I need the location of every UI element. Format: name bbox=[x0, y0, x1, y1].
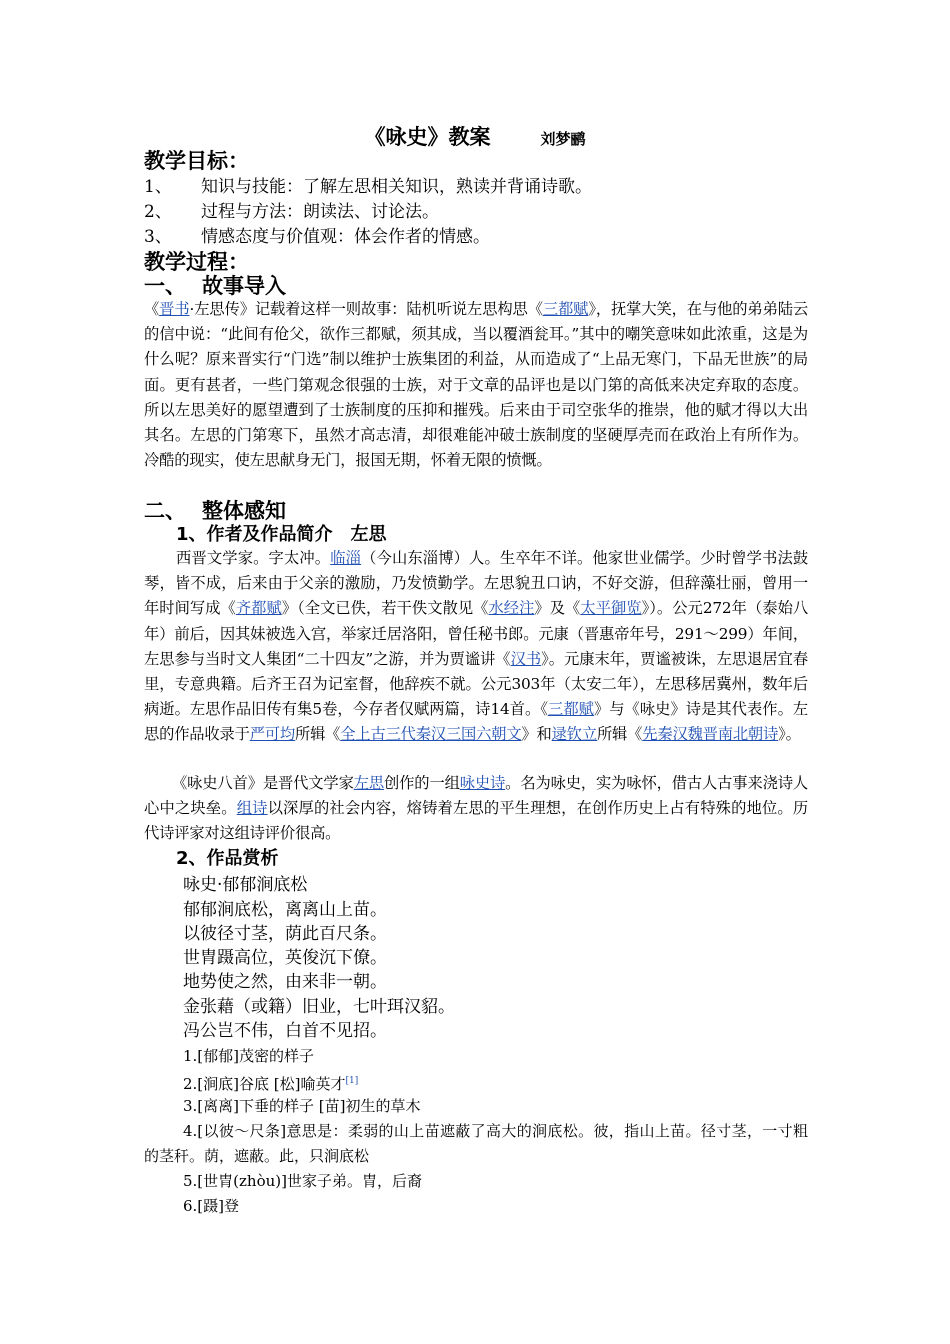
link-jinshu[interactable]: 晋书 bbox=[159, 300, 190, 318]
link-hanshu[interactable]: 汉书 bbox=[510, 649, 542, 668]
link-luqinli[interactable]: 逯钦立 bbox=[551, 725, 597, 744]
poem-line: 地势使之然，由来非一朝。 bbox=[183, 972, 387, 992]
poem-set-intro-paragraph: 《咏史八首》是晋代文学家左思创作的一组咏史诗。名为咏史，实为咏怀，借古人古事来浇诗人心中之块垒。组诗以深厚的社会内容，熔铸着左思的平生理想，在创作历史上占有特殊的地位。历代诗评家对这组诗评价很高。 bbox=[144, 774, 808, 843]
annotation-item: 6.[蹑]登 bbox=[183, 1197, 240, 1215]
section-heading-story: 一、 故事导入 bbox=[144, 274, 286, 298]
objectives-heading: 教学目标： bbox=[144, 149, 249, 173]
link-qidufu[interactable]: 齐都赋 bbox=[235, 599, 282, 618]
objective-item: 2、 过程与方法：朗读法、讨论法。 bbox=[144, 202, 439, 222]
link-shuijingzhu[interactable]: 水经注 bbox=[488, 599, 535, 618]
annotation-item: 2.[涧底]谷底 [松]喻英才[1] bbox=[183, 1075, 359, 1093]
process-heading: 教学过程： bbox=[144, 250, 249, 274]
link-xianqin-shi[interactable]: 先秦汉魏晋南北朝诗 bbox=[642, 725, 779, 744]
link-zuosi[interactable]: 左思 bbox=[353, 774, 385, 792]
link-sandufu-2[interactable]: 三都赋 bbox=[548, 700, 594, 719]
poem-line: 郁郁涧底松，离离山上苗。 bbox=[183, 900, 387, 920]
link-yankejun[interactable]: 严可均 bbox=[249, 725, 295, 744]
annotation-item: 5.[世胄(zhòu)]世家子弟。胄，后裔 bbox=[183, 1172, 422, 1190]
author-bio-paragraph: 西晋文学家。字太冲。临淄（今山东淄博）人。生卒年不详。他家世业儒学。少时曾学书法鼓琴，皆不成，后来由于父亲的激励，乃发愤勤学。左思貌丑口讷，不好交游，但辞藻壮丽，曾用一年时间写成《齐都赋》（全文已佚，若干佚文散见《水经注》及《太平御览》）。公元272年（泰始八年）前后，因其妹被选入宫，举家迁居洛阳，曾任秘书郎。元康（晋惠帝年号，291～299）年间，左思参与当时文人集团“二十四友”之游，并为贾谧讲《汉书》。元康末年，贾谧被诛，左思退居宜春里，专意典籍。后齐王召为记室督，他辞疾不就。公元303年（太安二年），左思移居冀州，数年后病逝。左思作品旧传有集5卷，今存者仅赋两篇，诗14首。《三都赋》与《咏史》诗是其代表作。左思的作品收录于严可均所辑《全上古三代秦汉三国六朝文》和逯钦立所辑《先秦汉魏晋南北朝诗》。 bbox=[144, 549, 809, 744]
link-zushi[interactable]: 组诗 bbox=[236, 799, 268, 818]
footnote-ref[interactable]: [1] bbox=[345, 1076, 359, 1086]
story-paragraph: 《晋书·左思传》记载着这样一则故事：陆机听说左思构思《三都赋》，抚掌大笑，在与他的弟弟陆云的信中说：“此间有伧父，欲作三都赋，须其成，当以覆酒瓮耳。”其中的嘲笑意味如此浓重，这是为什么呢？原来晋实行“门选”制以维护士族集团的利益，从而造成了“上品无寒门，下品无世族”的局面。更有甚者，一些门第观念很强的士族，对于文章的品评也是以门第的高低来决定弃取的态度。所以左思美好的愿望遭到了士族制度的压抑和摧残。后来由于司空张华的推崇，他的赋才得以大出其名。左思的门第寒下，虽然才高志清，却很难能冲破士族制度的坚硬厚壳而在政治上有所作为。冷酷的现实，使左思献身无门，报国无期，怀着无限的愤慨。 bbox=[144, 300, 808, 470]
poem-line: 金张藉（或籍）旧业，七叶珥汉貂。 bbox=[183, 997, 455, 1017]
subsection-author-intro: 1、作者及作品简介 左思 bbox=[176, 524, 387, 545]
link-linzi[interactable]: 临淄 bbox=[330, 549, 362, 567]
poem-line: 世胄蹑高位，英俊沉下僚。 bbox=[183, 948, 387, 968]
annotation-item: 3.[离离]下垂的样子 [苗]初生的草木 bbox=[183, 1097, 421, 1115]
objective-item: 3、 情感态度与价值观：体会作者的情感。 bbox=[144, 227, 490, 247]
subsection-appreciation: 2、作品赏析 bbox=[176, 848, 279, 869]
annotation-item: 4.[以彼～尺条]意思是：柔弱的山上苗遮蔽了高大的涧底松。彼，指山上苗。径寸茎，一寸粗的茎秆。荫，遮蔽。此，只涧底松 bbox=[144, 1122, 808, 1165]
link-yongshishi[interactable]: 咏史诗 bbox=[459, 774, 506, 792]
link-taipingyulan[interactable]: 太平御览 bbox=[580, 599, 642, 618]
section-heading-overview: 二、 整体感知 bbox=[144, 499, 286, 523]
poem-title: 咏史·郁郁涧底松 bbox=[183, 875, 308, 895]
title-text: 《咏史》教案 bbox=[364, 125, 491, 149]
poem-line: 冯公岂不伟，白首不见招。 bbox=[183, 1021, 387, 1041]
document-title bbox=[0, 122, 950, 154]
link-sandufu[interactable]: 三都赋 bbox=[542, 300, 589, 318]
author-name: 刘梦鹂 bbox=[540, 130, 586, 148]
link-quanshanggu[interactable]: 全上古三代秦汉三国六朝文 bbox=[340, 725, 522, 744]
objective-item: 1、 知识与技能：了解左思相关知识，熟读并背诵诗歌。 bbox=[144, 177, 592, 197]
annotation-item: 1.[郁郁]茂密的样子 bbox=[183, 1047, 315, 1065]
poem-line: 以彼径寸茎，荫此百尺条。 bbox=[183, 924, 387, 944]
